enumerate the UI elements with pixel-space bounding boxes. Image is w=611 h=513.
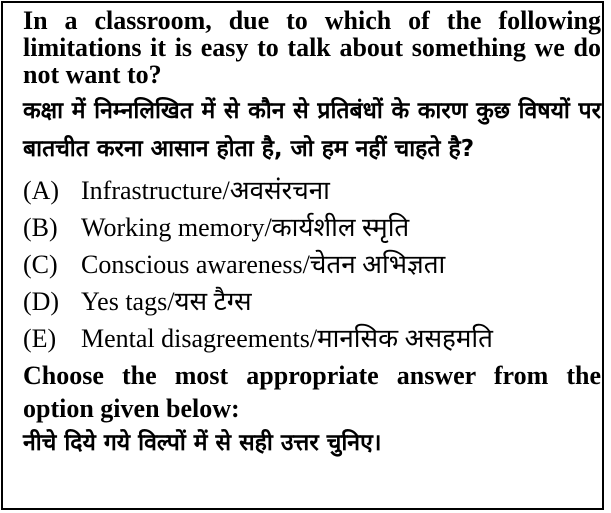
options-list bbox=[23, 172, 601, 357]
option-key: (A) bbox=[23, 176, 60, 205]
option-text: Infrastructure/अवसंरचना bbox=[81, 176, 330, 205]
question-content bbox=[23, 7, 601, 461]
instruction-text-hindi: नीचे दिये गये विल्पों में से सही उत्तर चुनिए। bbox=[23, 430, 382, 456]
option-key: (B) bbox=[23, 213, 58, 242]
option-key: (C) bbox=[23, 250, 58, 279]
option-text: Yes tags/यस टैग्स bbox=[81, 287, 252, 316]
option-text: Conscious awareness/चेतन अभिज्ञता bbox=[81, 250, 446, 279]
question-card bbox=[1, 1, 604, 510]
question-text-hindi: कक्षा में निम्नलिखित में से कौन से प्रतिबंधों के कारण कुछ विषयों पर बातचीत करना आसान होता है, जो हम नहीं चाहते है? bbox=[23, 98, 601, 162]
question-text-english: In a classroom, due to which of the following limitations it is easy to talk about something we do not want to? bbox=[23, 6, 601, 89]
option-b bbox=[23, 209, 601, 246]
option-c bbox=[23, 246, 601, 283]
option-key: (E) bbox=[23, 324, 57, 353]
instruction-text-english: Choose the most appropriate answer from the option given below: bbox=[23, 361, 601, 423]
option-a bbox=[23, 172, 601, 209]
option-e bbox=[23, 320, 601, 357]
option-text: Working memory/कार्यशील स्मृति bbox=[81, 213, 410, 242]
option-d bbox=[23, 283, 601, 320]
option-text: Mental disagreements/मानसिक असहमति bbox=[81, 324, 493, 353]
option-key: (D) bbox=[23, 287, 60, 316]
